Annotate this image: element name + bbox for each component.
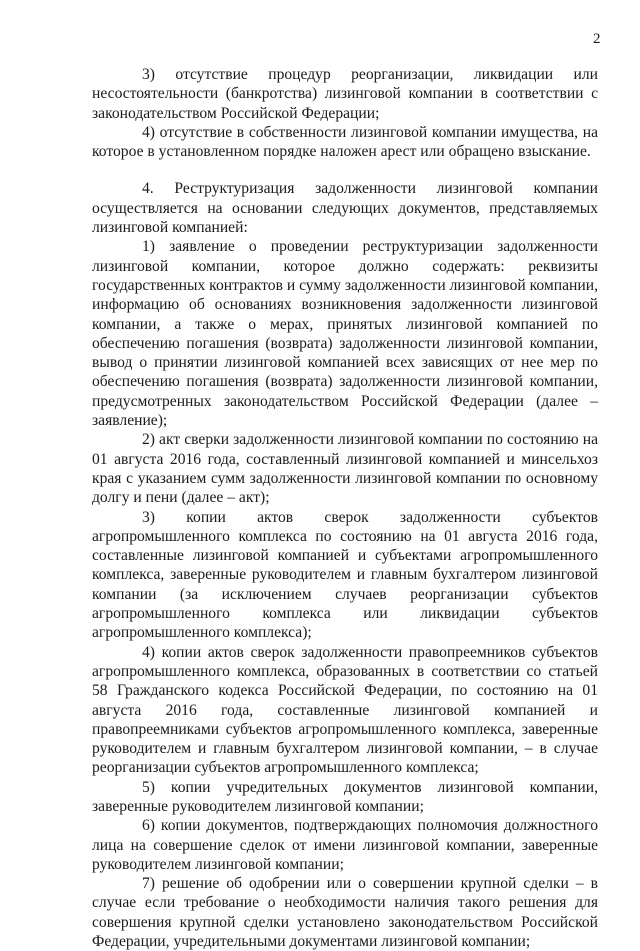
page-number: 2	[593, 31, 601, 47]
section-heading-paragraph: 4. Реструктуризация задолженности лизинговой компании осуществляется на основании следующих документов, представляемых лизинговой компанией:	[92, 180, 598, 237]
list-item: 7) решение об одобрении или о совершении крупной сделки – в случае если требование о необходимости наличия такого решения для совершения крупной сделки установлено законодательством Российской Федерации, учредительными документами лизинговой компании;	[92, 875, 598, 951]
list-item: 5) копии учредительных документов лизинговой компании, заверенные руководителем лизинговой компании;	[92, 778, 598, 815]
list-item: 3) отсутствие процедур реорганизации, ликвидации или несостоятельности (банкротства) лизинговой компании в соответствии с законодательством Российской Федерации;	[92, 66, 598, 122]
paragraph-gap	[92, 161, 598, 179]
list-item: 1) заявление о проведении реструктуризации задолженности лизинговой компании, которое должно содержать: реквизиты государственных контрактов и сумму задолженности лизинговой компании, информацию об основаниях возникновения задолженности лизинговой компании, а также о мерах, принятых лизинговой компанией по обеспечению погашения (возврата) задолженности лизинговой компании, вывод о принятии лизинговой компанией всех зависящих от нее мер по обеспечению погашения (возврата) задолженности лизинговой компании, предусмотренных законодательством Российской Федерации (далее – заявление);	[92, 238, 598, 430]
list-item: 4) отсутствие в собственности лизинговой компании имущества, на которое в установленном порядке наложен арест или обращено взыскание.	[92, 123, 598, 161]
list-item: 4) копии актов сверок задолженности правопреемников субъектов агропромышленного комплекса, образованных в соответствии со статьей 58 Гражданского кодекса Российской Федерации, по состоянию на 01 августа 2016 года, составленные лизинговой компанией и правопреемниками субъектов агропромышленного комплекса, заверенные руководителем и главным бухгалтером лизинговой компании, – в случае реорганизации субъектов агропромышленного комплекса;	[92, 643, 598, 777]
list-item: 3) копии актов сверок задолженности субъектов агропромышленного комплекса по состоянию на 01 августа 2016 года, составленные лизинговой компанией и субъектами агропромышленного комплекса, заверенные руководителем и главным бухгалтером лизинговой компании (за исключением случаев реорганизации субъектов агропромышленного комплекса или ликвидации субъектов агропромышленного комплекса);	[92, 508, 598, 642]
list-item: 2) акт сверки задолженности лизинговой компании по состоянию на 01 августа 2016 года, составленный лизинговой компанией и минсельхоз края с указанием сумм задолженности лизинговой компании по основному долгу и пени (далее – акт);	[92, 431, 598, 507]
document-body	[92, 65, 598, 951]
list-item: 6) копии документов, подтверждающих полномочия должностного лица на совершение сделок от имени лизинговой компании, заверенные руководителем лизинговой компании;	[92, 817, 598, 873]
